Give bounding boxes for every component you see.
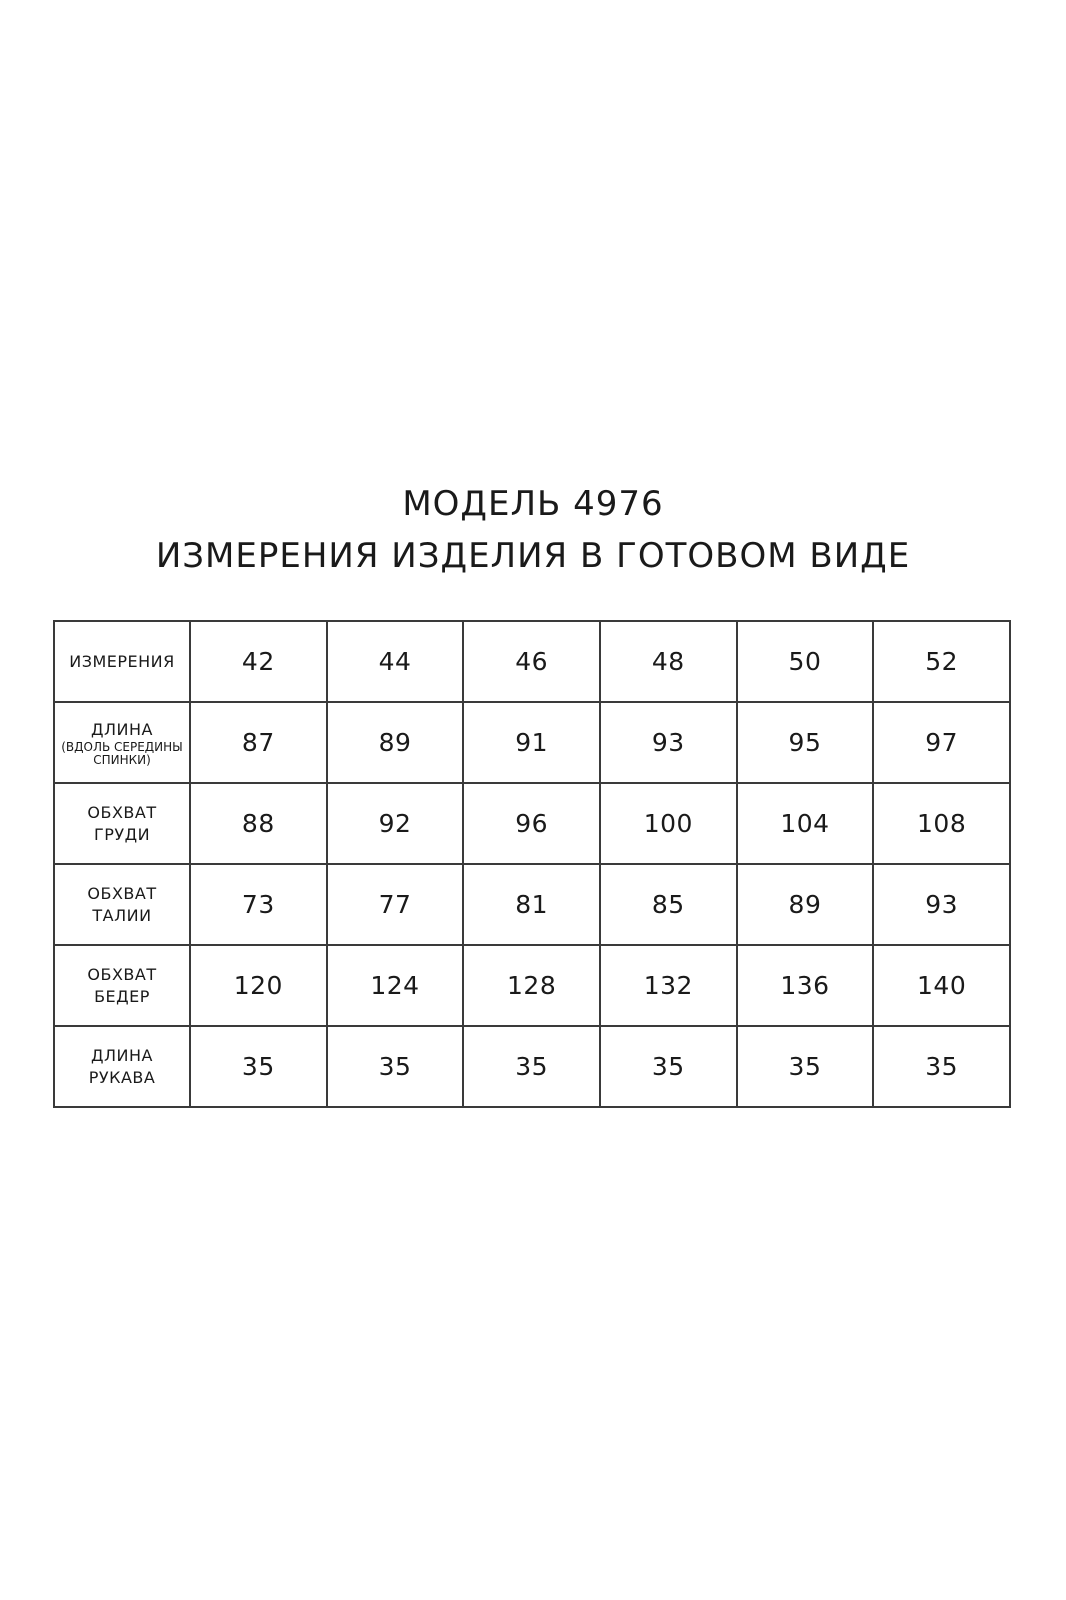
value-cell — [463, 702, 600, 783]
title-block — [0, 478, 1066, 582]
measurement-value: 132 — [643, 971, 693, 1000]
value-cell — [600, 702, 737, 783]
size-cell — [327, 621, 464, 702]
row-label-line: ГРУДИ — [93, 824, 151, 844]
value-cell — [873, 783, 1010, 864]
value-cell — [737, 702, 874, 783]
measurement-value: 93 — [651, 728, 685, 757]
value-cell — [873, 945, 1010, 1026]
size-cell — [463, 621, 600, 702]
measurement-value: 120 — [233, 971, 283, 1000]
measurement-value: 100 — [643, 809, 693, 838]
row-label-line: ТАЛИИ — [92, 905, 152, 925]
row-label-line: ДЛИНА — [91, 1045, 153, 1065]
measurement-value: 96 — [515, 809, 549, 838]
row-label-cell — [54, 702, 190, 783]
value-cell — [327, 864, 464, 945]
value-cell — [327, 702, 464, 783]
measurement-value: 91 — [515, 728, 549, 757]
row-label-cell — [54, 1026, 190, 1107]
value-cell — [190, 945, 327, 1026]
measurement-value: 92 — [378, 809, 412, 838]
model-title: МОДЕЛЬ 4976 — [402, 484, 664, 524]
measurement-value: 97 — [925, 728, 959, 757]
measurement-value: 88 — [241, 809, 275, 838]
measurement-value: 73 — [241, 890, 275, 919]
table-header-row — [54, 621, 1010, 702]
table-row — [54, 864, 1010, 945]
size-value: 44 — [378, 647, 412, 676]
measurement-value: 95 — [788, 728, 822, 757]
measurement-value: 35 — [925, 1052, 959, 1081]
value-cell — [190, 864, 327, 945]
value-cell — [873, 702, 1010, 783]
measurement-value: 35 — [651, 1052, 685, 1081]
measurement-value: 136 — [780, 971, 830, 1000]
value-cell — [327, 783, 464, 864]
size-value: 48 — [651, 647, 685, 676]
value-cell — [463, 783, 600, 864]
measurement-value: 77 — [378, 890, 412, 919]
measurement-value: 104 — [780, 809, 830, 838]
measurement-value: 85 — [651, 890, 685, 919]
page-subtitle: ИЗМЕРЕНИЯ ИЗДЕЛИЯ В ГОТОВОМ ВИДЕ — [155, 536, 911, 576]
row-note-line: СПИНКИ) — [93, 752, 151, 767]
measurement-value: 87 — [241, 728, 275, 757]
value-cell — [737, 945, 874, 1026]
value-cell — [873, 1026, 1010, 1107]
header-label: ИЗМЕРЕНИЯ — [69, 651, 175, 671]
table-row — [54, 1026, 1010, 1107]
value-cell — [600, 1026, 737, 1107]
row-label-cell — [54, 783, 190, 864]
measurement-value: 140 — [917, 971, 967, 1000]
measurement-value: 124 — [370, 971, 420, 1000]
table-row — [54, 702, 1010, 783]
header-label-cell — [54, 621, 190, 702]
value-cell — [190, 1026, 327, 1107]
size-cell — [600, 621, 737, 702]
value-cell — [327, 1026, 464, 1107]
measurement-value: 108 — [917, 809, 967, 838]
value-cell — [463, 864, 600, 945]
measurement-value: 81 — [515, 890, 549, 919]
value-cell — [327, 945, 464, 1026]
measurement-value: 128 — [507, 971, 557, 1000]
size-cell — [190, 621, 327, 702]
value-cell — [190, 783, 327, 864]
value-cell — [600, 783, 737, 864]
measurement-value: 35 — [515, 1052, 549, 1081]
size-value: 50 — [788, 647, 822, 676]
value-cell — [873, 864, 1010, 945]
value-cell — [737, 783, 874, 864]
size-value: 52 — [925, 647, 959, 676]
row-label-line: ОБХВАТ — [87, 802, 157, 822]
size-cell — [737, 621, 874, 702]
row-label-line: ДЛИНА — [91, 719, 153, 739]
row-label-cell — [54, 945, 190, 1026]
size-table — [53, 620, 1011, 1108]
row-label-line: РУКАВА — [88, 1067, 156, 1087]
table-row — [54, 945, 1010, 1026]
measurement-value: 35 — [241, 1052, 275, 1081]
value-cell — [463, 945, 600, 1026]
size-cell — [873, 621, 1010, 702]
value-cell — [737, 1026, 874, 1107]
measurement-value: 35 — [378, 1052, 412, 1081]
row-label-line: БЕДЕР — [94, 986, 150, 1006]
size-value: 46 — [515, 647, 549, 676]
row-note-line: (ВДОЛЬ СЕРЕДИНЫ — [61, 739, 183, 754]
value-cell — [600, 945, 737, 1026]
row-label-cell — [54, 864, 190, 945]
row-label-line: ОБХВАТ — [87, 883, 157, 903]
row-label-line: ОБХВАТ — [87, 964, 157, 984]
measurement-value: 89 — [378, 728, 412, 757]
value-cell — [190, 702, 327, 783]
size-value: 42 — [241, 647, 275, 676]
value-cell — [600, 864, 737, 945]
value-cell — [737, 864, 874, 945]
measurement-value: 35 — [788, 1052, 822, 1081]
table-row — [54, 783, 1010, 864]
value-cell — [463, 1026, 600, 1107]
measurement-value: 93 — [925, 890, 959, 919]
measurement-value: 89 — [788, 890, 822, 919]
